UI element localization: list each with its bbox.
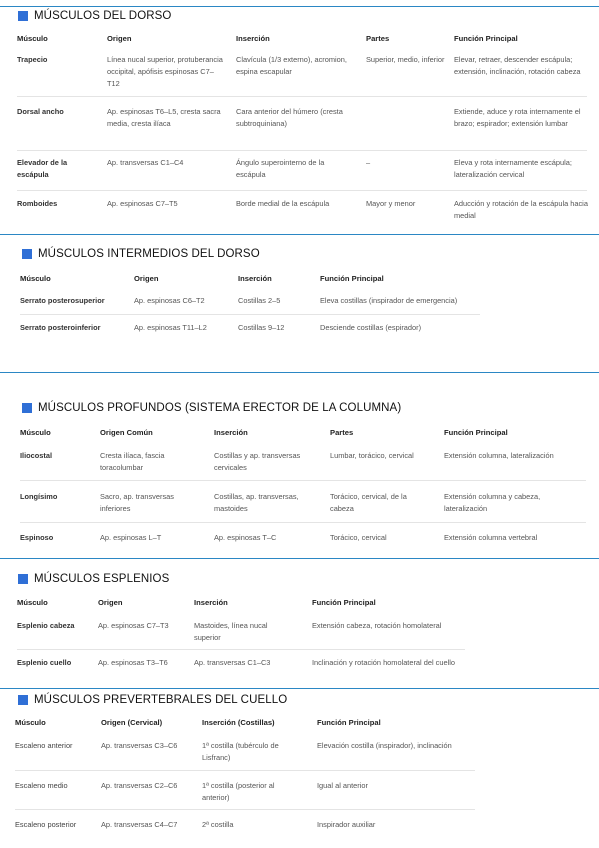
section-title-intermedios [22, 248, 260, 260]
section-rule [0, 558, 599, 559]
table-cell-muscle: Longísimo [20, 492, 58, 501]
row-divider [17, 150, 587, 151]
table-cell: Extensión columna vertebral [444, 533, 538, 542]
col-header: Inserción [194, 598, 228, 607]
col-header: Origen [134, 274, 159, 283]
col-header: Músculo [20, 428, 51, 437]
section-rule [0, 688, 599, 689]
section-title-prevertebrales [18, 694, 287, 706]
table-cell: Superior, medio, inferior [366, 55, 445, 64]
table-cell: Desciende costillas (espirador) [320, 323, 422, 332]
table-cell: Eleva costillas (inspirador de emergencia) [320, 296, 458, 305]
col-header: Inserción [214, 428, 248, 437]
col-header: Músculo [20, 274, 51, 283]
table-cell: Mastoides, línea nucal superior [194, 621, 268, 642]
col-header: Función Principal [320, 274, 384, 283]
col-header: Función Principal [312, 598, 376, 607]
table-cell-muscle: Esplenio cuello [17, 658, 72, 667]
table-cell: Borde medial de la escápula [236, 199, 330, 208]
table-cell: Cara anterior del húmero (cresta subtroquiniana) [236, 107, 343, 128]
table-cell: Inspirador auxiliar [317, 820, 376, 829]
table-cell: Ap. transversas C4–C7 [101, 820, 178, 829]
table-cell: Extensión columna y cabeza, lateralización [444, 492, 541, 513]
table-cell: Ap. espinosas T–C [214, 533, 277, 542]
table-cell: Mayor y menor [366, 199, 416, 208]
table-cell: Elevación costilla (inspirador), inclinación [317, 741, 452, 750]
section-title-esplenios [18, 573, 169, 585]
table-cell: – [366, 158, 371, 167]
row-divider [17, 96, 587, 97]
col-header: Función Principal [317, 718, 381, 727]
row-divider [17, 190, 587, 191]
table-cell: 1ª costilla (tubérculo de Lisfranc) [202, 741, 279, 762]
table-cell: 1ª costilla (posterior al anterior) [202, 781, 275, 802]
table-cell-muscle: Trapecio [17, 55, 48, 64]
row-divider [20, 480, 586, 481]
table-cell: Costillas 9–12 [238, 323, 285, 332]
table-cell: Ap. transversas C2–C6 [101, 781, 178, 790]
col-header: Inserción (Costillas) [202, 718, 275, 727]
col-header: Inserción [238, 274, 272, 283]
table-cell: Línea nucal superior, protuberancia occipital, apófisis espinosas C7–T12 [107, 55, 223, 88]
table-cell: Extiende, aduce y rota internamente el brazo; espirador; extensión lumbar [454, 107, 581, 128]
row-divider [20, 314, 480, 315]
table-cell: Torácico, cervical [330, 533, 387, 542]
square-bullet-icon [18, 574, 28, 584]
table-cell: Lumbar, torácico, cervical [330, 451, 414, 460]
col-header: Función Principal [454, 34, 518, 43]
square-bullet-icon [18, 695, 28, 705]
table-cell: Clavícula (1/3 externo), acromion, espina escapular [236, 55, 347, 76]
table-cell: Ap. espinosas T11–L2 [134, 323, 207, 332]
section-title-text: MÚSCULOS ESPLENIOS [34, 573, 170, 585]
section-title-text: MÚSCULOS INTERMEDIOS DEL DORSO [38, 248, 260, 260]
table-cell: Aducción y rotación de la escápula hacia medial [454, 199, 588, 220]
col-header: Inserción [236, 34, 270, 43]
table-cell-muscle: Dorsal ancho [17, 107, 64, 116]
table-cell: Torácico, cervical, de la cabeza [330, 492, 407, 513]
row-divider [15, 809, 475, 810]
table-cell: Inclinación y rotación homolateral del cuello [312, 658, 455, 667]
table-cell: Ap. transversas C3–C6 [101, 741, 178, 750]
col-header: Origen [107, 34, 132, 43]
section-title-text: MÚSCULOS PREVERTEBRALES DEL CUELLO [34, 694, 288, 706]
table-cell-muscle: Serrato posteroinferior [20, 323, 101, 332]
table-cell: Igual al anterior [317, 781, 368, 790]
table-cell: Costillas y ap. transversas cervicales [214, 451, 301, 472]
section-rule-top [0, 6, 599, 7]
table-cell-muscle: Espinoso [20, 533, 54, 542]
table-cell: Ap. espinosas C6–T2 [134, 296, 205, 305]
row-divider [20, 522, 586, 523]
table-cell: Elevar, retraer, descender escápula; extensión, inclinación, rotación cabeza [454, 55, 581, 76]
col-header: Músculo [15, 718, 46, 727]
row-divider [17, 649, 465, 650]
col-header: Músculo [17, 598, 48, 607]
col-header: Origen [98, 598, 123, 607]
section-rule [0, 234, 599, 235]
table-cell-muscle: Elevador de la escápula [17, 158, 68, 179]
table-cell: Ap. espinosas L–T [100, 533, 162, 542]
col-header: Origen (Cervical) [101, 718, 163, 727]
table-cell: Ángulo superointerno de la escápula [236, 158, 325, 179]
col-header: Partes [366, 34, 390, 43]
table-cell-muscle: Esplenio cabeza [17, 621, 75, 630]
table-cell: 2ª costilla [202, 820, 234, 829]
square-bullet-icon [18, 11, 28, 21]
table-cell: Ap. transversas C1–C3 [194, 658, 271, 667]
section-title-profundos [22, 402, 401, 414]
col-header: Origen Común [100, 428, 153, 437]
col-header: Partes [330, 428, 354, 437]
table-cell: Costillas 2–5 [238, 296, 281, 305]
table-cell: Costillas, ap. transversas, mastoides [214, 492, 299, 513]
section-title-text: MÚSCULOS PROFUNDOS (SISTEMA ERECTOR DE LA COLUMNA) [38, 402, 402, 414]
table-cell-muscle: Escaleno anterior [15, 741, 73, 750]
table-cell-muscle: Serrato posterosuperior [20, 296, 105, 305]
table-cell-muscle: Escaleno medio [15, 781, 68, 790]
table-cell-muscle: Romboides [17, 199, 58, 208]
table-cell: Ap. espinosas C7–T3 [98, 621, 169, 630]
table-cell: Eleva y rota internamente escápula; lateralización cervical [454, 158, 572, 179]
table-cell: Ap. transversas C1–C4 [107, 158, 184, 167]
row-divider [15, 770, 475, 771]
section-rule [0, 372, 599, 373]
table-cell: Ap. espinosas C7–T5 [107, 199, 178, 208]
table-cell-muscle: Escaleno posterior [15, 820, 77, 829]
table-cell: Extensión cabeza, rotación homolateral [312, 621, 442, 630]
square-bullet-icon [22, 403, 32, 413]
table-cell: Sacro, ap. transversas inferiores [100, 492, 174, 513]
table-cell: Ap. espinosas T3–T6 [98, 658, 168, 667]
section-title-dorso [18, 10, 171, 22]
section-title-text: MÚSCULOS DEL DORSO [34, 10, 172, 22]
table-cell: Extensión columna, lateralización [444, 451, 554, 460]
table-cell: Cresta ilíaca, fascia toracolumbar [100, 451, 165, 472]
col-header: Músculo [17, 34, 48, 43]
square-bullet-icon [22, 249, 32, 259]
table-cell: Ap. espinosas T6–L5, cresta sacra media, cresta ilíaca [107, 107, 221, 128]
table-cell-muscle: Iliocostal [20, 451, 53, 460]
col-header: Función Principal [444, 428, 508, 437]
